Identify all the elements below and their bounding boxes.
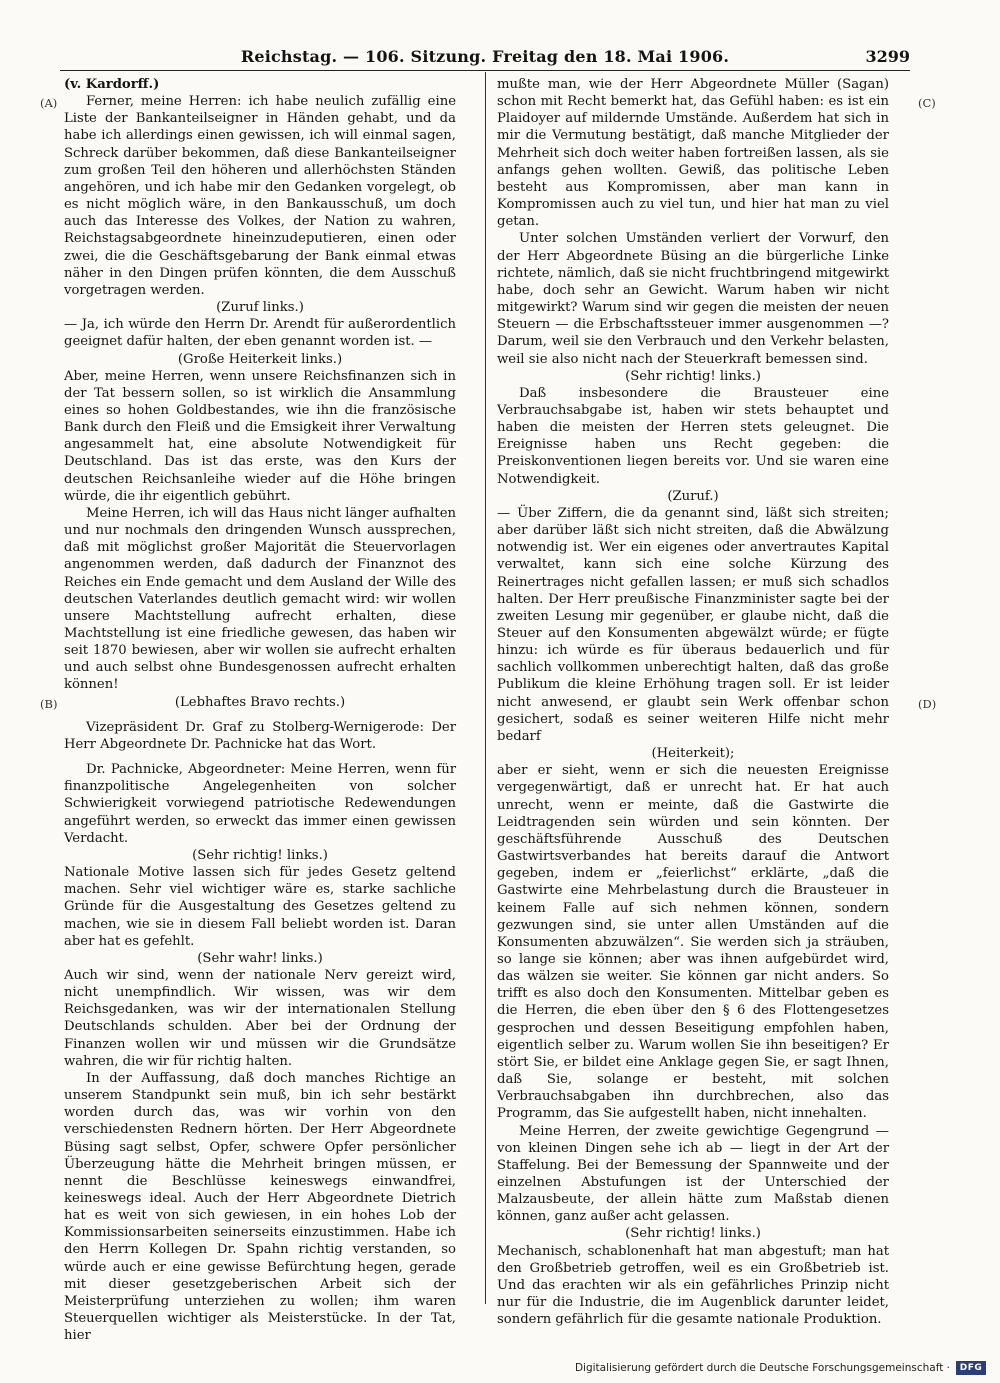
paragraph: Dr. Pachnicke, Abgeordneter: Meine Herren, wenn für finanzpolitische Angelegenheiten von solcher Schwierigkeit vorwiegend patriotische Redewendungen angeführt werden, so erweckt das immer einen gewissen Verdacht. (64, 762, 456, 846)
dfg-logo-icon: DFG (956, 1361, 986, 1375)
paragraph: — Über Ziffern, die da genannt sind, läßt sich streiten; aber darüber läßt sich nicht streiten, daß die Abwälzung notwendig ist. Wer ein eigenes oder anvertrautes Kapital verwaltet, kann sich eine solche Kürzung des Reinertrages nicht gefallen lassen; er muß sich schadlos halten. Der Herr preußische Finanzminister sagte bei der zweiten Lesung mir gegenüber, er glaube nicht, daß die Steuer auf den Konsumenten abgewälzt würde; er fügte hinzu: ich würde es für überaus bedauerlich und für sachlich vollkommen unberechtigt halten, daß das große Publikum die kleine Erhöhung tragen soll. Er ist leider nicht anwesend, er glaubt sein Werk offenbar schon gesichert, sodaß es seiner weiteren Hilfe nicht mehr bedarf (497, 505, 889, 744)
paragraph: mußte man, wie der Herr Abgeordnete Müller (Sagan) schon mit Recht bemerkt hat, das Gefühl haben: es ist ein Plaidoyer auf mildernde Umstände. Außerdem hat sich in mir die Vermutung bestätigt, daß manche Mitglieder der Mehrheit sich doch weiter haben fortreißen lassen, als sie anfangs gehen wollten. Gewiß, das politische Leben besteht aus Kompromissen, aber man kann in Kompromissen auch zu viel tun, und hier hat man zu viel getan. (497, 77, 889, 230)
remark: (Sehr richtig! links.) (625, 368, 761, 384)
remark: (Zuruf links.) (216, 300, 304, 316)
paragraph: Auch wir sind, wenn der nationale Nerv gereizt wird, nicht unempfindlich. Wir wissen, was wir dem Reichsgedanken, was wir der internationalen Stellung Deutschlands schulden. Aber bei der Ordnung der Finanzen wollen wir und müssen wir die Grundsätze wahren, die wir für richtig halten. (64, 967, 456, 1069)
chair-announcement: Vizepräsident Dr. Graf zu Stolberg-Wernigerode: Der Herr Abgeordnete Dr. Pachnicke hat das Wort. (64, 719, 456, 752)
remark: (Sehr wahr! links.) (197, 950, 323, 966)
paragraph: Unter solchen Umständen verliert der Vorwurf, den der Herr Abgeordnete Büsing an die bürgerliche Linke richtete, nämlich, daß sie nicht fruchtbringend mitgewirkt habe, doch sehr an Gewicht. Warum haben wir nicht mitgewirkt? Warum sind wir gegen die meisten der neuen Steuern — die Erbschaftssteuer immer ausgenommen —? Darum, weil sie den Verbrauch und den Verkehr belasten, weil sie also nicht nach der Steuerkraft bemessen sind. (497, 231, 889, 367)
footer (575, 1361, 986, 1375)
paragraph: Nationale Motive lassen sich für jedes Gesetz geltend machen. Sehr viel wichtiger wäre es, starke sachliche Gründe für die Ausgestaltung des Gesetzes geltend zu machen, wie sie in diesem Fall beliebt worden ist. Daran aber hat es gefehlt. (64, 865, 456, 949)
header-title: Reichstag. — 106. Sitzung. Freitag den 18. Mai 1906. (240, 47, 730, 66)
margin-mark-d: (D) (918, 697, 937, 711)
page-header (60, 44, 910, 71)
remark: (Lebhaftes Bravo rechts.) (174, 694, 346, 710)
paragraph: — Ja, ich würde den Herrn Dr. Arendt für außerordentlich geeignet dafür halten, der eben genannt worden ist. — (64, 317, 456, 350)
page-number: 3299 (865, 47, 910, 66)
left-column (64, 76, 456, 1344)
paragraph: Meine Herren, ich will das Haus nicht länger aufhalten und nur nochmals den dringenden Wunsch aussprechen, daß mit möglichst großer Majorität die Steuervorlagen angenommen werden, daß dadurch der Finanznot des Reiches ein Ende gemacht und dem Ausland der Wille des deutschen Vaterlandes deutlich gemacht wird: wir wollen unsere Machtstellung aufrecht erhalten, diese Machtstellung ist eine friedliche gewesen, das haben wir seit 1870 bewiesen, aber wir wollen sie aufrecht erhalten und auch selbst ohne Bundesgenossen aufrecht erhalten können! (64, 505, 456, 693)
remark: (Heiterkeit); (651, 746, 735, 762)
paragraph: Ferner, meine Herren: ich habe neulich zufällig eine Liste der Bankanteilseigner in Händen gehabt, und da habe ich allerdings einen gewissen, ich will einmal sagen, Schreck darüber bekommen, daß diese Bankanteilseigner zum großen Teil den höheren und allerhöchsten Ständen angehören, und ich habe mir den Gedanken vorgelegt, ob es nicht möglich wäre, in den Bankausschuß, um doch auch das Interesse des Volkes, der Nation zu wahren, Reichstagsabgeordnete hineinzudeputieren, einen oder zwei, die die Geschäftsgebarung der Bank einmal etwas näher in den Dingen prüfen könnten, die dem Ausschuß vorgetragen werden. (64, 94, 456, 298)
remark: (Sehr richtig! links.) (625, 1226, 761, 1242)
remark: (Große Heiterkeit links.) (177, 351, 343, 367)
margin-mark-c: (C) (918, 96, 936, 110)
paragraph: Aber, meine Herren, wenn unsere Reichsfinanzen sich in der Tat bessern sollen, so ist wirklich die Ansammlung eines so hohen Goldbestandes, wie ihn die französische Bank durch den Fleiß und die Emsigkeit ihrer Verwaltung angesammelt hat, eine absolute Notwendigkeit für Deutschland. Das ist das erste, was den Kurs der deutschen Reichsanleihe wieder auf die Höhe bringen würde, die ihr eigentlich gebührt. (64, 368, 456, 504)
column-divider (485, 72, 486, 1304)
speaker-tag: (v. Kardorff.) (64, 77, 160, 92)
footer-text: Digitalisierung gefördert durch die Deutsche Forschungsgemeinschaft · (574, 1362, 950, 1374)
paragraph: In der Auffassung, daß doch manches Richtige an unserem Standpunkt sein muß, bin ich sehr bestärkt worden durch das, was wir vorhin von den verschiedensten Rednern hörten. Der Herr Abgeordnete Büsing sagt selbst, Opfer, schwere Opfer persönlicher Überzeugung hätte die Mehrheit bringen müssen, er nennt die Beschlüsse keineswegs einwandfrei, keineswegs ideal. Auch der Herr Abgeordnete Dietrich hat es weit von sich gewiesen, in ein hohes Lob der Kommissionsarbeiten seinerseits einzustimmen. Habe ich den Herrn Kollegen Dr. Spahn richtig verstanden, so würde auch er eine gewisse Befürchtung hegen, gerade mit dieser gesetzgeberischen Arbeit sich der Meisterprüfung unterziehen zu wollen; ihm waren Steuerquellen wichtiger als Meisterstücke. In der Tat, hier (64, 1070, 456, 1344)
right-column (497, 76, 889, 1328)
paragraph: Meine Herren, der zweite gewichtige Gegengrund — von kleinen Dingen sehe ich ab — liegt in der Art der Staffelung. Bei der Bemessung der Spannweite und der einzelnen Abstufungen ist der Unterschied der Malzausbeute, der allein hätte zum Maßstab dienen können, ganz außer acht gelassen. (497, 1123, 889, 1225)
remark: (Zuruf.) (667, 488, 719, 504)
remark: (Sehr richtig! links.) (192, 847, 328, 863)
paragraph: aber er sieht, wenn er sich die neuesten Ereignisse vergegenwärtigt, daß er unrecht hat. Er hat auch unrecht, wenn er meinte, daß die Gastwirte die Leidtragenden sein würden und sein könnten. Der geschäftsführende Ausschuß des Deutschen Gastwirtsverbandes hat bereits darauf die Antwort gegeben, indem er „feierlichst“ erklärte, „daß die Gastwirte eine Mehrbelastung durch die Brausteuer in keinem Falle auf sich nehmen können, sondern gezwungen sind, sie unter allen Umständen auf die Konsumenten abzuwälzen“. Sie werden sich ja sträuben, so lange sie können; aber was ihnen aufgebürdet wird, das wälzen sie weiter. Sie können gar nicht anders. So trifft es also doch den Konsumenten. Mittelbar geben es die Herren, die eben über den § 6 des Flottengesetzes gesprochen und dessen Beseitigung empfohlen haben, eigentlich selber zu. Warum wollen Sie ihn beseitigen? Er stört Sie, er bildet eine Anklage gegen Sie, er sagt Ihnen, daß Sie, solange er besteht, mit solchen Verbrauchsabgaben ihn durchbrechen, also das Programm, das Sie aufgestellt haben, nicht innehalten. (497, 763, 889, 1122)
margin-mark-b: (B) (40, 697, 58, 711)
paragraph: Mechanisch, schablonenhaft hat man abgestuft; man hat den Großbetrieb getroffen, weil es ein Großbetrieb ist. Und das erachten wir als ein gefährliches Prinzip nicht nur für die Industrie, die im Augenblick darunter leidet, sondern gefährlich für die gesamte nationale Produktion. (497, 1243, 889, 1328)
paragraph: Daß insbesondere die Brausteuer eine Verbrauchsabgabe ist, haben wir stets behauptet und haben die meisten der Herren stets geleugnet. Die Ereignisse haben uns Recht gegeben: die Preiskonventionen liegen bereits vor. Und sie waren eine Notwendigkeit. (497, 385, 889, 487)
margin-mark-a: (A) (40, 96, 58, 110)
